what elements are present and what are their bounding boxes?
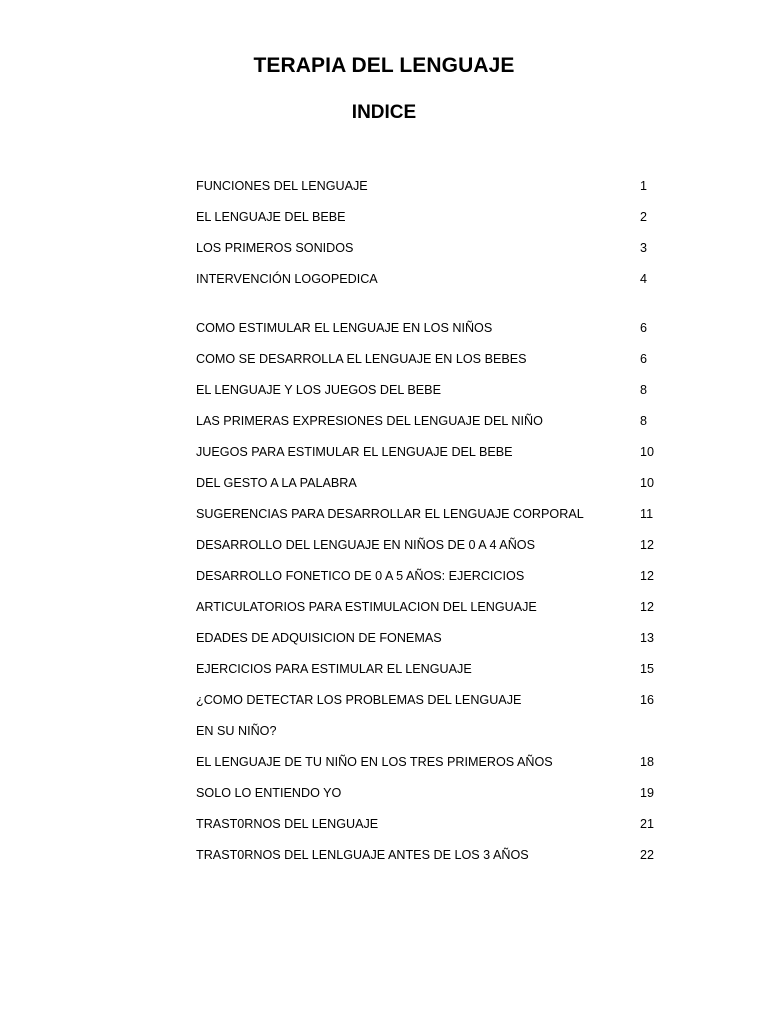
toc-entry-label: COMO ESTIMULAR EL LENGUAJE EN LOS NIÑOS [196,321,493,335]
toc-entry [196,442,676,473]
toc-entry-page: 21 [640,817,655,831]
toc-entry-label: LAS PRIMERAS EXPRESIONES DEL LENGUAJE DEL NIÑO [196,414,543,428]
toc-entry-label: SOLO LO ENTIENDO YO [196,786,342,800]
toc-entry-label: DESARROLLO FONETICO DE 0 A 5 AÑOS: EJERCICIOS [196,569,525,583]
toc-entry-page: 11 [640,507,654,521]
index-heading: INDICE [351,102,417,123]
toc-entry [196,628,676,659]
toc-entry [196,318,676,349]
toc-entry [196,752,676,783]
toc-entry-label: TRAST0RNOS DEL LENLGUAJE ANTES DE LOS 3 AÑOS [196,848,529,862]
toc-entry-label: EN SU NIÑO? [196,724,277,738]
toc-entry-page: 18 [640,755,655,769]
toc-entry [196,504,676,535]
toc-entry-page: 3 [640,241,648,255]
toc-entry [196,690,676,721]
toc-entry [196,207,676,238]
toc-entry-label: SUGERENCIAS PARA DESARROLLAR EL LENGUAJE CORPORAL [196,507,584,521]
toc-entry [196,380,676,411]
toc-entry-label: EJERCICIOS PARA ESTIMULAR EL LENGUAJE [196,662,472,676]
toc-entry-label: FUNCIONES DEL LENGUAJE [196,179,368,193]
toc-entry-page: 6 [640,352,648,366]
toc-entry-page: 16 [640,693,655,707]
document-title: TERAPIA DEL LENGUAJE [253,54,515,77]
toc-entry-page: 8 [640,414,648,428]
toc-entry [196,349,676,380]
toc-entry-label: COMO SE DESARROLLA EL LENGUAJE EN LOS BEBES [196,352,527,366]
toc-entry-label: JUEGOS PARA ESTIMULAR EL LENGUAJE DEL BEBE [196,445,513,459]
toc-entry-label: DESARROLLO DEL LENGUAJE EN NIÑOS DE 0 A 4 AÑOS [196,538,535,552]
toc-entry [196,845,676,876]
toc-entry-label: TRAST0RNOS DEL LENGUAJE [196,817,379,831]
toc-entry [196,783,676,814]
toc-entry-label: EL LENGUAJE Y LOS JUEGOS DEL BEBE [196,383,441,397]
toc-entry [196,176,676,207]
toc-entry-label: EL LENGUAJE DEL BEBE [196,210,346,224]
toc-entry-label: EL LENGUAJE DE TU NIÑO EN LOS TRES PRIMEROS AÑOS [196,755,553,769]
toc-entry-page: 15 [640,662,655,676]
toc-entry-page: 8 [640,383,648,397]
toc-entry-page: 1 [640,179,648,193]
toc-entry [196,566,676,597]
table-of-contents [196,176,676,876]
toc-entry-page: 10 [640,445,655,459]
toc-entry-page: 13 [640,631,655,645]
toc-entry [196,269,676,300]
toc-entry-page: 12 [640,569,655,583]
toc-entry [196,238,676,269]
toc-entry-label: DEL GESTO A LA PALABRA [196,476,357,490]
toc-entry-label: ¿COMO DETECTAR LOS PROBLEMAS DEL LENGUAJE [196,693,522,707]
toc-entry-label: EDADES DE ADQUISICION DE FONEMAS [196,631,442,645]
toc-entry-page: 2 [640,210,648,224]
toc-entry-page: 12 [640,538,655,552]
toc-entry [196,659,676,690]
toc-entry-label: LOS PRIMEROS SONIDOS [196,241,354,255]
toc-entry-label: ARTICULATORIOS PARA ESTIMULACION DEL LENGUAJE [196,600,537,614]
toc-entry [196,411,676,442]
toc-entry-label: INTERVENCIÓN LOGOPEDICA [196,272,378,286]
toc-entry-page: 12 [640,600,655,614]
toc-entry [196,597,676,628]
toc-entry [196,535,676,566]
toc-entry [196,721,676,752]
toc-entry-page: 19 [640,786,655,800]
toc-entry [196,814,676,845]
toc-entry-page: 6 [640,321,648,335]
toc-entry-page: 10 [640,476,655,490]
toc-entry [196,473,676,504]
toc-entry-page: 4 [640,272,648,286]
toc-entry-page: 22 [640,848,655,862]
